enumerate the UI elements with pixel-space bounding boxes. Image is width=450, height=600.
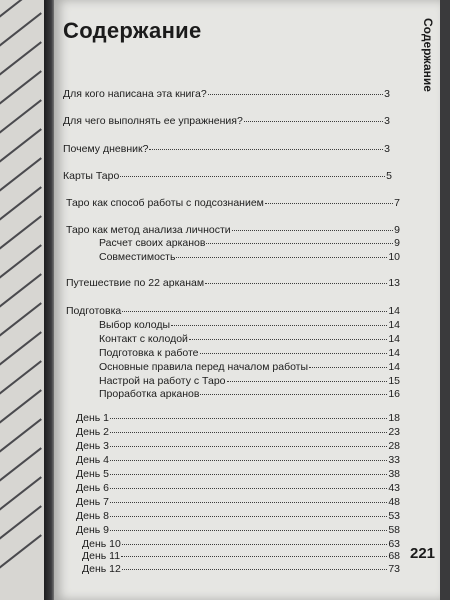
toc-entry-title: День 11	[82, 550, 121, 562]
dot-leader	[110, 516, 387, 517]
toc-entry-title: Выбор колоды	[99, 319, 171, 331]
toc-entry-page: 48	[388, 496, 400, 508]
notebook-line	[0, 534, 42, 573]
toc-entry-page: 13	[388, 277, 400, 289]
dot-leader	[206, 243, 393, 244]
toc-entry-page: 9	[394, 224, 400, 236]
toc-entry-title: Для кого написана эта книга?	[63, 88, 207, 100]
toc-entry	[99, 251, 400, 263]
page-number: 221	[410, 545, 436, 562]
toc-entry-page: 68	[388, 550, 400, 562]
toc-entry-page: 9	[394, 237, 400, 249]
toc-entry	[76, 468, 400, 480]
toc-entry-page: 15	[388, 375, 400, 387]
toc-entry	[66, 305, 400, 317]
toc-entry	[82, 550, 400, 562]
toc-entry-page: 14	[388, 305, 400, 317]
toc-entry-title: День 2	[76, 426, 109, 438]
toc-entry-title: День 3	[76, 440, 109, 452]
toc-entry-title: Почему дневник?	[63, 143, 149, 155]
dot-leader	[200, 353, 388, 354]
toc-entry-title: Подготовка к работе	[99, 347, 199, 359]
toc-entry-page: 58	[388, 524, 400, 536]
toc-entry-title: Подготовка	[66, 305, 122, 317]
toc-entry	[76, 524, 400, 536]
dot-leader	[110, 446, 387, 447]
left-notebook-page	[0, 0, 46, 600]
toc-entry-page: 14	[388, 333, 400, 345]
toc-entry-page: 53	[388, 510, 400, 522]
toc-entry	[63, 115, 390, 127]
toc-entry-page: 14	[388, 361, 400, 373]
dot-leader	[122, 544, 387, 545]
toc-entry-page: 23	[388, 426, 400, 438]
toc-entry-page: 63	[388, 538, 400, 550]
toc-entry-title: День 8	[76, 510, 109, 522]
dot-leader	[110, 488, 387, 489]
page-edge	[440, 0, 450, 600]
toc-entry-title: Настрой на работу с Таро	[99, 375, 226, 387]
dot-leader	[110, 432, 387, 433]
toc-entry	[63, 170, 392, 182]
toc-entry-title: День 7	[76, 496, 109, 508]
toc-entry-title: День 9	[76, 524, 109, 536]
toc-entry-title: День 6	[76, 482, 109, 494]
toc-entry	[66, 224, 400, 236]
toc-entry-title: Для чего выполнять ее упражнения?	[63, 115, 243, 127]
toc-entry	[76, 482, 400, 494]
toc-entry-page: 16	[388, 388, 400, 400]
toc-entry-title: Таро как способ работы с подсознанием	[66, 197, 264, 209]
toc-entry-title: Проработка арканов	[99, 388, 200, 400]
toc-entry-page: 28	[388, 440, 400, 452]
toc-entry-page: 14	[388, 347, 400, 359]
dot-leader	[208, 94, 383, 95]
toc-entry-title: Основные правила перед началом работы	[99, 361, 309, 373]
dot-leader	[176, 257, 387, 258]
dot-leader	[232, 230, 393, 231]
dot-leader	[171, 325, 387, 326]
dot-leader	[120, 176, 385, 177]
toc-entry	[82, 538, 400, 550]
dot-leader	[122, 569, 387, 570]
running-header: Содержание	[421, 18, 435, 92]
toc-entry-title: День 4	[76, 454, 109, 466]
dot-leader	[122, 311, 387, 312]
toc-entry	[76, 440, 400, 452]
dot-leader	[244, 121, 383, 122]
toc-entry-page: 73	[388, 563, 400, 575]
dot-leader	[227, 381, 388, 382]
dot-leader	[110, 418, 387, 419]
toc-entry	[99, 347, 400, 359]
toc-entry-title: Совместимость	[99, 251, 176, 263]
dot-leader	[149, 149, 383, 150]
toc-entry-title: Путешествие по 22 арканам	[66, 277, 205, 289]
toc-entry-title: День 1	[76, 412, 109, 424]
dot-leader	[189, 339, 387, 340]
toc-entry-title: Расчет своих арканов	[99, 237, 206, 249]
toc-entry	[76, 454, 400, 466]
dot-leader	[110, 474, 387, 475]
toc-entry-title: Таро как метод анализа личности	[66, 224, 231, 236]
toc-entry	[99, 319, 400, 331]
toc-entry-title: Контакт с колодой	[99, 333, 188, 345]
toc-entry	[99, 361, 400, 373]
toc-entry-page: 10	[388, 251, 400, 263]
toc-entry-page: 3	[384, 115, 390, 127]
toc-entry-page: 33	[388, 454, 400, 466]
toc-entry	[76, 496, 400, 508]
toc-entry	[76, 412, 400, 424]
toc-entry-page: 7	[394, 197, 400, 209]
toc-entry	[66, 277, 400, 289]
dot-leader	[110, 502, 387, 503]
toc-entry	[99, 388, 400, 400]
toc-entry-page: 5	[386, 170, 392, 182]
toc-entry-title: День 5	[76, 468, 109, 480]
toc-entry	[99, 333, 400, 345]
toc-entry	[76, 510, 400, 522]
page-title: Содержание	[63, 18, 202, 43]
dot-leader	[205, 283, 387, 284]
toc-entry-page: 3	[384, 88, 390, 100]
dot-leader	[121, 556, 387, 557]
toc-entry-page: 3	[384, 143, 390, 155]
dot-leader	[110, 530, 387, 531]
toc-entry	[76, 426, 400, 438]
toc-entry	[66, 197, 400, 209]
toc-entry-title: День 10	[82, 538, 121, 550]
dot-leader	[200, 394, 387, 395]
toc-entry	[99, 375, 400, 387]
toc-entry	[99, 237, 400, 249]
dot-leader	[110, 460, 387, 461]
toc-entry-page: 43	[388, 482, 400, 494]
toc-entry-title: День 12	[82, 563, 121, 575]
toc-entry-page: 18	[388, 412, 400, 424]
toc-entry	[82, 563, 400, 575]
toc-entry	[63, 88, 390, 100]
toc-entry	[63, 143, 390, 155]
toc-entry-title: Карты Таро	[63, 170, 120, 182]
dot-leader	[309, 367, 387, 368]
dot-leader	[265, 203, 393, 204]
toc-entry-page: 14	[388, 319, 400, 331]
toc-entry-page: 38	[388, 468, 400, 480]
